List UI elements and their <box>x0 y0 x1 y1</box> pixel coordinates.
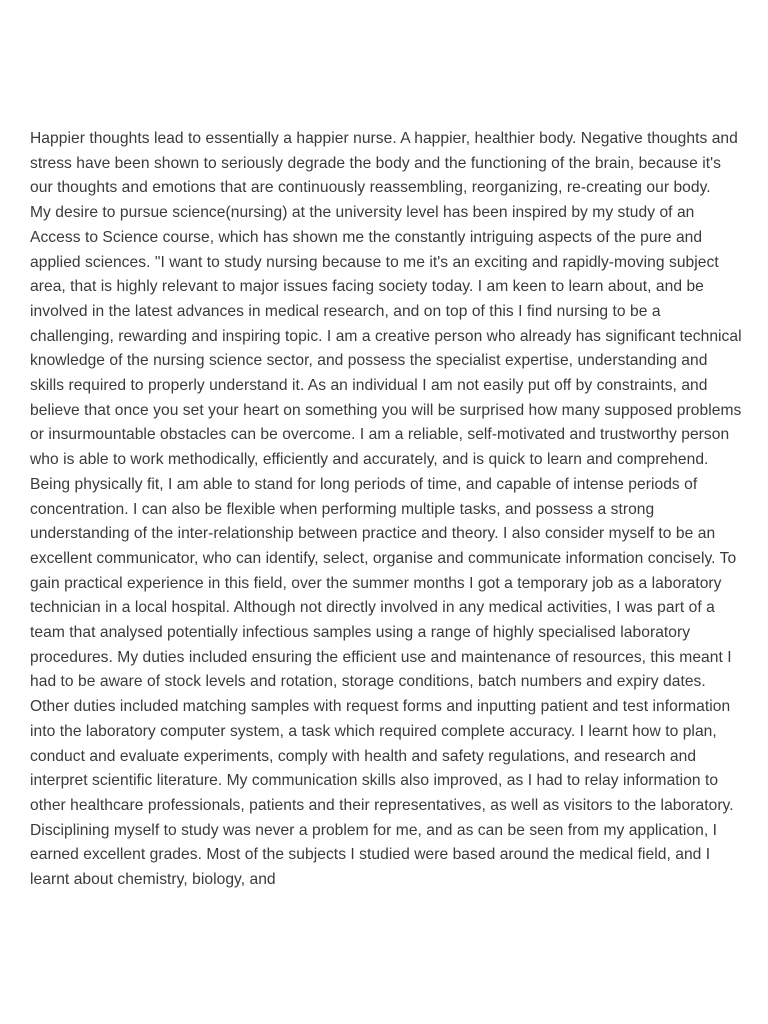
paragraph-personal-statement: My desire to pursue science(nursing) at the university level has been inspired by my study of an Access to Science course, which has shown me the constantly intriguing aspects of the pure and applied sciences. "I want to study nursing because to me it's an exciting and rapidly-moving subject area, that is highly relevant to major issues facing society today. I am keen to learn about, and be involved in the latest advances in medical research, and on top of this I find nursing to be a challenging, rewarding and inspiring topic. I am a creative person who already has significant technical knowledge of the nursing science sector, and possess the specialist expertise, understanding and skills required to properly understand it. As an individual I am not easily put off by constraints, and believe that once you set your heart on something you will be surprised how many supposed problems or insurmountable obstacles can be overcome. I am a reliable, self-motivated and trustworthy person who is able to work methodically, efficiently and accurately, and is quick to learn and comprehend. Being physically fit, I am able to stand for long periods of time, and capable of intense periods of concentration. I can also be flexible when performing multiple tasks, and possess a strong understanding of the inter-relationship between practice and theory. I also consider myself to be an excellent communicator, who can identify, select, organise and communicate information concisely. To gain practical experience in this field, over the summer months I got a temporary job as a laboratory technician in a local hospital. Although not directly involved in any medical activities, I was part of a team that analysed potentially infectious samples using a range of highly specialised laboratory procedures. My duties included ensuring the efficient use and maintenance of resources, this meant I had to be aware of stock levels and rotation, storage conditions, batch numbers and expiry dates. Other duties included matching samples with request forms and inputting patient and test information into the laboratory computer system, a task which required complete accuracy. I learnt how to plan, conduct and evaluate experiments, comply with health and safety regulations, and research and interpret scientific literature. My communication skills also improved, as I had to relay information to other healthcare professionals, patients and their representatives, as well as visitors to the laboratory. Disciplining myself to study was never a problem for me, and as can be seen from my application, I earned excellent grades. Most of the subjects I studied were based around the medical field, and I learnt about chemistry, biology, and <box>30 204 742 889</box>
document-body <box>30 127 742 893</box>
paragraph-happier-thoughts: Happier thoughts lead to essentially a happier nurse. A happier, healthier body. Negative thoughts and stress have been shown to seriously degrade the body and the functioning of the brain, because it's our thoughts and emotions that are continuously reassembling, reorganizing, re-creating our body. <box>30 130 738 197</box>
